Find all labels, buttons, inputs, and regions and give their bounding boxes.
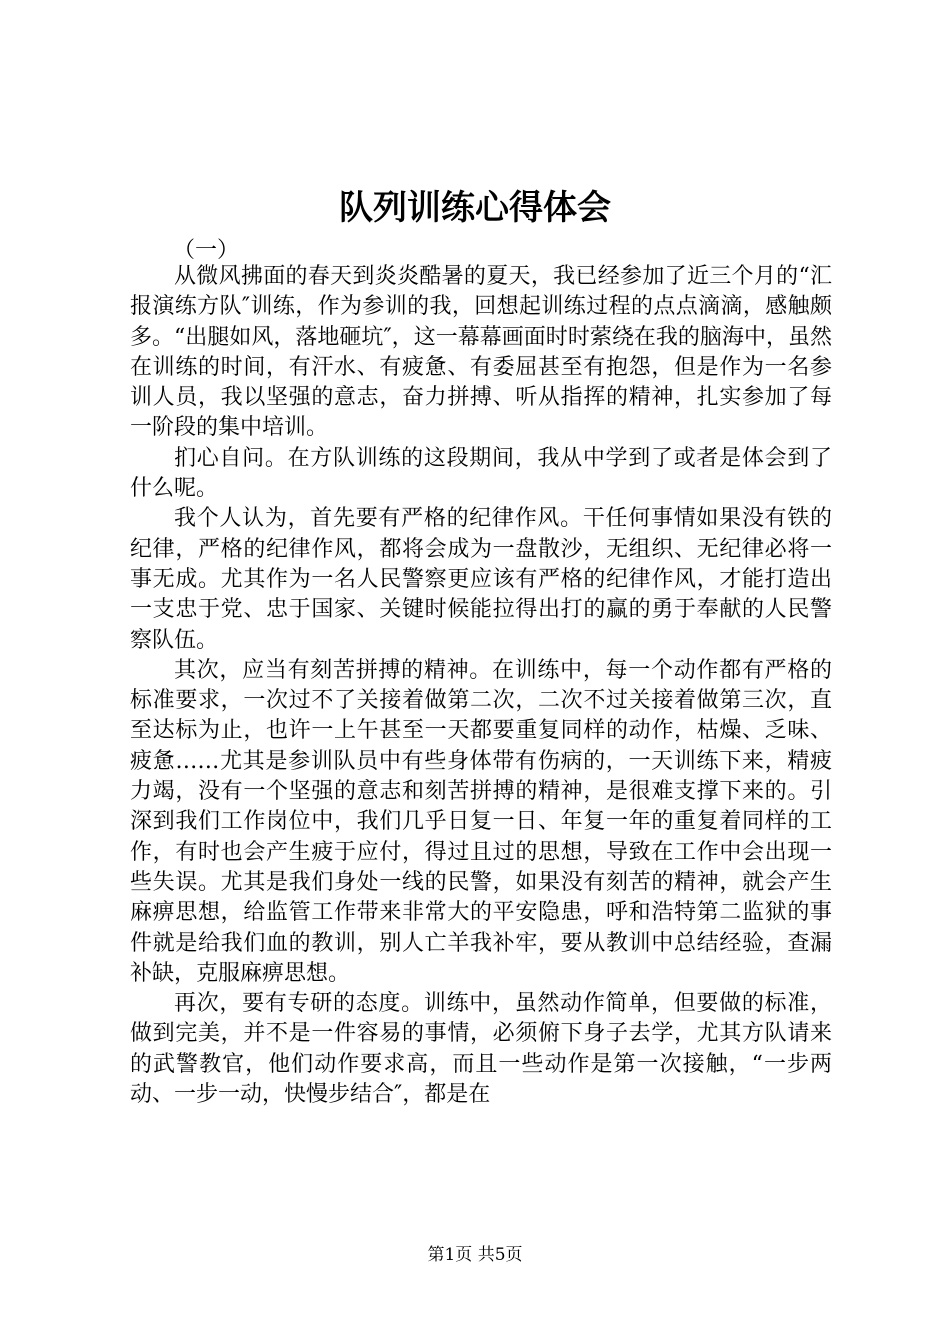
paragraph: 我个人认为，首先要有严格的纪律作风。干任何事情如果没有铁的纪律，严格的纪律作风，都将会成为一盘散沙，无组织、无纪律必将一事无成。尤其作为一名人民警察更应该有严格的纪律作风，才能打造出一支忠于党、忠于国家、关键时候能拉得出打的赢的勇于奉献的人民警察队伍。 [130,506,832,653]
document-body [130,262,832,1110]
page-footer: 第1页 共5页 [427,1245,523,1265]
paragraph: 再次，要有专研的态度。训练中，虽然动作简单，但要做的标准，做到完美，并不是一件容易的事情，必须俯下身子去学，尤其方队请来的武警教官，他们动作要求高，而且一些动作是第一次接触，“一步两动、一步一动，快慢步结合″，都是在 [130,991,832,1108]
paragraph: 从微风拂面的春天到炎炎酷暑的夏天，我已经参加了近三个月的“汇报演练方队″训练，作为参训的我，回想起训练过程的点点滴滴，感触颇多。“出腿如风，落地砸坑″，这一幕幕画面时时萦绕在我的脑海中，虽然在训练的时间，有汗水、有疲惫、有委屈甚至有抱怨，但是作为一名参训人员，我以坚强的意志，奋力拼搏、听从指挥的精神，扎实参加了每一阶段的集中培训。 [130,264,832,441]
paragraph: 扪心自问。在方队训练的这段期间，我从中学到了或者是体会到了什么呢。 [130,445,832,502]
page-title: 队列训练心得体会 [339,188,611,228]
paragraph: 其次，应当有刻苦拼搏的精神。在训练中，每一个动作都有严格的标准要求，一次过不了关接着做第二次，二次不过关接着做第三次，直至达标为止，也许一上午甚至一天都要重复同样的动作，枯燥、乏味、疲惫……尤其是参训队员中有些身体带有伤病的，一天训练下来，精疲力竭，没有一个坚强的意志和刻苦拼搏的精神，是很难支撑下来的。引深到我们工作岗位中，我们几乎日复一日、年复一年的重复着同样的工作，有时也会产生疲于应付，得过且过的思想，导致在工作中会出现一些失误。尤其是我们身处一线的民警，如果没有刻苦的精神，就会产生麻痹思想，给监管工作带来非常大的平安隐患，呼和浩特第二监狱的事件就是给我们血的教训，别人亡羊我补牢，要从教训中总结经验，查漏补缺，克服麻痹思想。 [130,657,832,986]
section-label: （一） [173,238,240,263]
